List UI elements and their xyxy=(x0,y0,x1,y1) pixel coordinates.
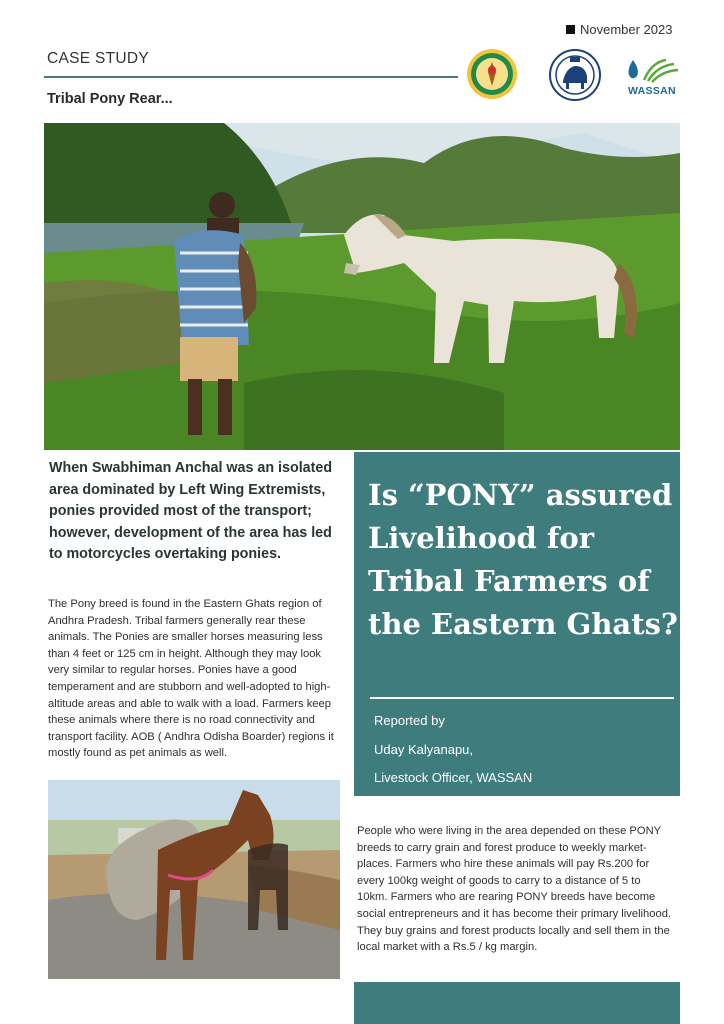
wassan-logo-text: WASSAN xyxy=(628,85,676,97)
hero-photo-farmer-and-pony xyxy=(44,123,680,450)
odisha-emblem-icon xyxy=(548,48,602,102)
footer-accent-bar xyxy=(354,982,680,1024)
author-role: Livestock Officer, WASSAN xyxy=(374,770,533,785)
bullet-square-icon xyxy=(566,25,575,34)
reported-by-label: Reported by xyxy=(374,713,445,728)
wassan-logo-icon xyxy=(624,56,680,100)
photo-pack-ponies xyxy=(48,780,340,979)
andhra-pradesh-emblem-icon xyxy=(466,48,518,100)
feature-divider xyxy=(370,697,674,699)
body-paragraph-2: People who were living in the area depended on these PONY breeds to carry grain and forest produce to weekly market-places. Farmers who hire these animals will pay Rs.200 for every 100kg weight of goods to carry to a distance of 5 to 10km. Farmers who are rearing PONY breeds have become social entrepreneurs and it has become their primary livelihood. They buy grains and forest products locally and sell them in the local market with a Rs.5 / kg margin. xyxy=(357,825,672,954)
header-divider xyxy=(44,76,458,78)
publication-date xyxy=(566,22,673,37)
section-label: CASE STUDY xyxy=(47,50,150,67)
byline xyxy=(374,707,532,793)
author-name: Uday Kalyanapu, xyxy=(374,741,474,757)
intro-lead-paragraph: When Swabhiman Anchal was an isolated area dominated by Left Wing Extremists, ponies provided most of the transport; however, development of the area has led to motorcycles overtaking ponies. xyxy=(49,460,333,563)
feature-panel xyxy=(354,452,680,796)
date-text: November 2023 xyxy=(580,22,673,37)
feature-headline: Is “PONY” assured Livelihood for Tribal Farmers of the Eastern Ghats? xyxy=(368,478,678,641)
page-subtitle: Tribal Pony Rear... xyxy=(47,91,173,107)
body-paragraph-1: The Pony breed is found in the Eastern Ghats region of Andhra Pradesh. Tribal farmers generally rear these animals. The Ponies are smaller horses measuring less than 4 feet or 125 cm in height. Although they may look very similar to regular horses. Ponies have a good temperament and are stubborn and well-adopted to high-altitude areas and able to walk with a load. Farmers keep these animals where there is no road connectivity and transport facility. AOB ( Andhra Odisha Boarder) regions it mostly found as pet animals as well. xyxy=(48,598,334,760)
